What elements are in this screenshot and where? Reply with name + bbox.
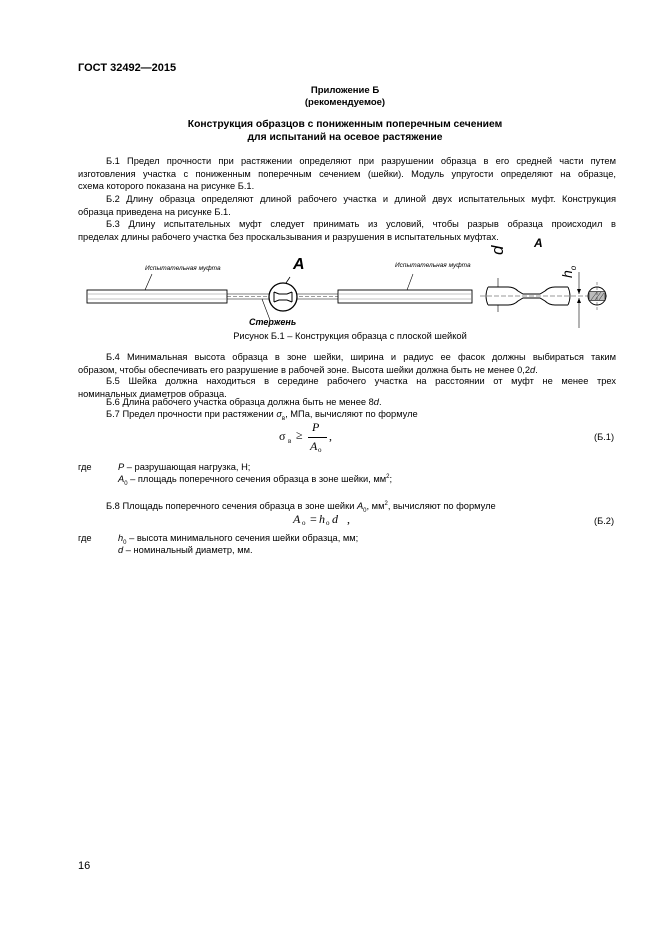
p5-line2: номинальных диаметров образца. — [78, 388, 227, 399]
p4-line1: Б.4 Минимальная высота образца в зоне шейки, ширина и радиус ее фасок должны выбираться таким — [106, 352, 616, 362]
right-coupling — [338, 290, 472, 303]
formula-b1-number: (Б.1) — [594, 432, 615, 442]
p1-line2: изготовления участка с пониженным поперечным сечением (шейки). Модуль упругости определяют на образце, — [78, 168, 616, 179]
label-rod: Стержень — [249, 317, 297, 327]
label-d: d — [488, 245, 507, 255]
specimen-figure — [0, 232, 661, 342]
where1-line1: P – разрушающая нагрузка, Н; — [118, 462, 251, 472]
appendix-title: Приложение Б — [310, 85, 380, 96]
p3-line2: пределах длины рабочего участка без проскальзывания и разрушения в испытательных муфтах. — [78, 231, 499, 242]
p1-line3: схема которого показана на рисунке Б.1. — [78, 181, 255, 191]
label-A-main: A — [293, 256, 305, 273]
leader-detail — [286, 277, 290, 283]
neck-detail-circle — [269, 283, 297, 311]
paragraph-b2 — [78, 193, 616, 218]
label-A-detail: A — [534, 236, 543, 250]
appendix-status: (рекомендуемое) — [304, 97, 386, 108]
formula-b2-number: (Б.2) — [594, 516, 615, 526]
formula-b1: σ в ≥ P A о , — [279, 420, 332, 454]
appendix-heading-line2: для испытаний на осевое растяжение — [247, 132, 443, 143]
neck-detail-drawing — [480, 272, 607, 328]
where2-line1: $h_0$ – высота минимального сечения шейки образца, мм; — [118, 533, 359, 546]
where1-line2: $A_0$ – площадь поперечного сечения образца в зоне шейки, $мм^2$; — [118, 474, 393, 487]
formula-b2: A о = h o d , — [293, 512, 350, 527]
p4-line2: образом, чтобы обеспечивать его разрушение в рабочей зоне. Высота шейки должна быть не менее 0,2 — [78, 364, 531, 375]
where1-word: где — [78, 462, 92, 472]
leader-left-coupling — [145, 274, 152, 290]
label-left-coupling: Испытательная муфта — [145, 265, 221, 272]
paragraph-b4: Б.4 Минимальная высота образца в зоне шейки, ширина и радиус ее фасок должны выбираться таким образом, чтобы обеспечивать его разрушение в рабочей зоне. Высота шейки должна быть не менее 0,2d. — [78, 352, 616, 375]
p2-line1: Б.2 Длину образца определяют длиной рабочего участка и длиной двух испытательных муфт. Конструкция — [106, 194, 616, 204]
p2-line2: образца приведена на рисунке Б.1. — [78, 206, 231, 217]
paragraph-b6: Б.6 Длина рабочего участка образца должна быть не менее 8d. — [106, 397, 382, 407]
p1-line1: Б.1 Предел прочности при растяжении определяют при разрушении образца в его средней части путем — [106, 156, 616, 166]
paragraph-b8: Б.8 Площадь поперечного сечения образца в зоне шейки $A_0$, $мм^2$, вычисляют по формуле — [106, 501, 496, 514]
leader-right-coupling — [407, 274, 413, 290]
figure-caption: Рисунок Б.1 – Конструкция образца с плоской шейкой — [233, 331, 467, 341]
where2-line2: d – номинальный диаметр, мм. — [118, 545, 253, 555]
appendix-heading-line1: Конструкция образцов с пониженным поперечным сечением — [187, 119, 503, 130]
p3-line1: Б.3 Длину испытательных муфт следует принимать из условий, чтобы разрыв образца происходил в — [106, 219, 616, 229]
where2-word: где — [78, 533, 92, 543]
page-number: 16 — [78, 860, 91, 872]
left-coupling — [87, 290, 227, 303]
label-right-coupling: Испытательная муфта — [395, 262, 471, 269]
label-h0: $h_o$ — [559, 265, 578, 278]
paragraph-b1 — [78, 155, 616, 193]
paragraph-b7: Б.7 Предел прочности при растяжении $\sigma_в$, МПа, вычисляют по формуле — [106, 409, 418, 422]
document-id: ГОСТ 32492—2015 — [78, 62, 177, 74]
p5-line1: Б.5 Шейка должна находиться в середине рабочего участка на расстоянии от муфт не менее трех — [106, 376, 616, 386]
